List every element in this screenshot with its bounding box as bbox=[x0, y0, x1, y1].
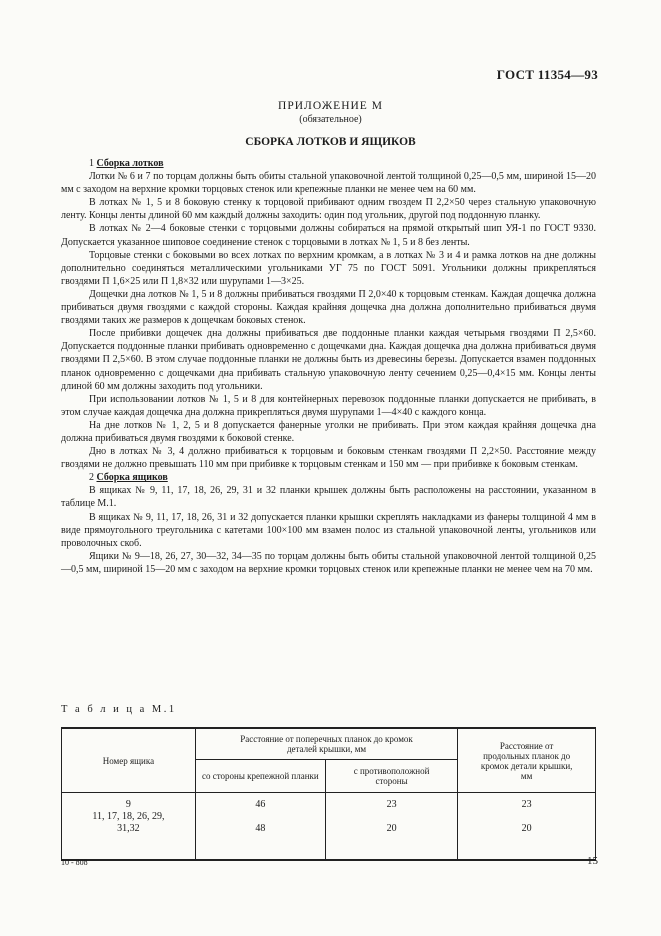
page-number: 15 bbox=[587, 855, 598, 867]
fastening-value: 46 bbox=[255, 799, 266, 810]
paragraph: На дне лотков № 1, 2, 5 и 8 допускается фанерные уголки не прибивать. При этом каждая крайняя дощечка дна должна прибиваться двумя гвоздями к боковой стенке. bbox=[61, 419, 596, 444]
opposite-cell bbox=[325, 793, 457, 861]
opposite-value: 20 bbox=[386, 823, 397, 834]
longitudinal-cell bbox=[458, 793, 596, 861]
header-fastening-side-text: со стороны крепежной планки bbox=[201, 771, 319, 781]
section-1-title: Сборка лотков bbox=[96, 158, 164, 169]
section-title: СБОРКА ЛОТКОВ И ЯЩИКОВ bbox=[245, 136, 416, 148]
header-box-number-text: Номер ящика bbox=[102, 755, 155, 766]
table-caption: Т а б л и ц а М.1 bbox=[61, 704, 177, 715]
print-code: 10 - 808 bbox=[61, 858, 88, 867]
header-opposite-side bbox=[325, 760, 457, 793]
section-2-title: Сборка ящиков bbox=[96, 472, 168, 484]
header-longitudinal-text: Расстояние от продольных планок до кромок детали крышки, мм bbox=[480, 740, 573, 781]
appendix-subtitle: (обязательное) bbox=[299, 114, 362, 125]
paragraph: В лотках № 2—4 боковые стенки с торцовыми должны собираться на прямой открытый шип УЯ-1 по ГОСТ 9330. Допускается указанное шиповое соединение стенок с торцовыми в лотках № 1, 5 и 8 без ленты. bbox=[61, 223, 596, 248]
paragraph: Ящики № 9—18, 26, 27, 30—32, 34—35 по торцам должны быть обиты стальной упаковочной лентой толщиной 0,25—0,5 мм, шириной 15—20 мм с заходом на верхние кромки торцовых стенок или крепежные планки не менее чем на 70 мм. bbox=[61, 550, 596, 575]
paragraph: Дощечки дна лотков № 1, 5 и 8 должны прибиваться гвоздями П 2,0×40 к торцовым стенкам. Каждая дощечка должна прибиваться двумя гвоздями с каждой стороны. Каждая крайняя дощечка дна должна дополнительно прибиваться двумя гвоздями таких же размеров к дощечкам боковых стенок. bbox=[61, 288, 596, 327]
header-transverse-group bbox=[195, 728, 457, 760]
header-box-number bbox=[62, 728, 196, 793]
table-m1 bbox=[61, 727, 596, 861]
paragraph: В лотках № 1, 5 и 8 боковую стенку к торцовой прибивают одним гвоздем П 2,2×50 через стальную упаковочную ленту. Концы ленты длиной 60 мм каждый должны заходить: один под угольник, другой под поддонную планку. bbox=[61, 197, 596, 222]
section-2-heading bbox=[61, 471, 596, 484]
appendix-title: ПРИЛОЖЕНИЕ М bbox=[278, 100, 383, 112]
section-1-number: 1 bbox=[89, 158, 97, 169]
header-fastening-side bbox=[195, 760, 325, 793]
paragraph: В ящиках № 9, 11, 17, 18, 26, 31 и 32 допускается планки крышки скреплять накладками из фанеры толщиной 4 мм в виде прямоугольного треугольника с катетами 100×100 мм взамен полос из стальной упаковочной ленты, угольников или проволочных скоб. bbox=[61, 511, 596, 549]
box-number-cell bbox=[62, 793, 196, 861]
header-longitudinal bbox=[458, 728, 596, 793]
box-number-value: 9 bbox=[125, 799, 131, 810]
fastening-cell bbox=[195, 793, 325, 861]
paragraph: Дно в лотках № 3, 4 должно прибиваться к торцовым и боковым стенкам гвоздями П 2,2×50. Расстояние между гвоздями не должно превышать 110 мм при прибивке к торцовым стенкам и 150 мм — при прибивке к боковым стенкам. bbox=[61, 446, 596, 471]
fastening-value: 48 bbox=[255, 823, 266, 834]
paragraph: В ящиках № 9, 11, 17, 18, 26, 29, 31 и 32 планки крышек должны быть расположены на расстоянии, указанном в таблице М.1. bbox=[61, 485, 596, 510]
standard-header: ГОСТ 11354—93 bbox=[496, 67, 598, 82]
header-transverse-group-text: Расстояние от поперечных планок до кромок деталей крышки, мм bbox=[240, 734, 413, 754]
paragraph: При использовании лотков № 1, 5 и 8 для контейнерных перевозок поддонные планки допускается не прибивать, в этом случае каждая дощечка дна должна прикрепляться двумя шурупами 1—4×40 с каждого конца. bbox=[61, 393, 596, 418]
paragraph: Лотки № 6 и 7 по торцам должны быть обиты стальной упаковочной лентой толщиной 0,25—0,5 мм, шириной 15—20 мм с заходом на верхние кромки торцовых стенок или крепежные планки не менее чем на 60 мм. bbox=[61, 171, 596, 196]
document-body bbox=[61, 157, 596, 576]
box-number-value: 11, 17, 18, 26, 29, 31,32 bbox=[92, 811, 165, 834]
header-opposite-side-text: с противоположной стороны bbox=[353, 766, 430, 786]
table-row bbox=[62, 793, 596, 861]
section-2-number: 2 bbox=[89, 472, 97, 484]
opposite-value: 23 bbox=[386, 799, 397, 810]
longitudinal-value: 23 bbox=[521, 799, 532, 810]
section-1-heading bbox=[61, 157, 596, 170]
paragraph: После прибивки дощечек дна должны прибиваться две поддонные планки каждая четырьмя гвоздями П 2,5×60. Допускается поддонные планки прибивать одновременно с дощечками дна. Каждая дощечка дна должна прибиваться двумя гвоздями П 2,5×60. В этом случае поддонные планки не должны быть из древесины березы. Допускается взамен поддонных планок одновременно с дощечками дна прибивать стальную упаковочную ленту сечением 0,25—0,4×15 мм. Концы ленты длиной 60 мм должны заходить под угольники. bbox=[61, 328, 596, 392]
paragraph: Торцовые стенки с боковыми во всех лотках по верхним кромкам, а в лотках № 3 и 4 и рамка лотков на дне должны дополнительно соединяться металлическими угольниками УГ 75 по ГОСТ 5091. Угольники должны прикрепляться гвоздями П 1,6×25 или П 1,8×32 или шурупами 1—3×25. bbox=[61, 249, 596, 287]
longitudinal-value: 20 bbox=[521, 823, 532, 834]
